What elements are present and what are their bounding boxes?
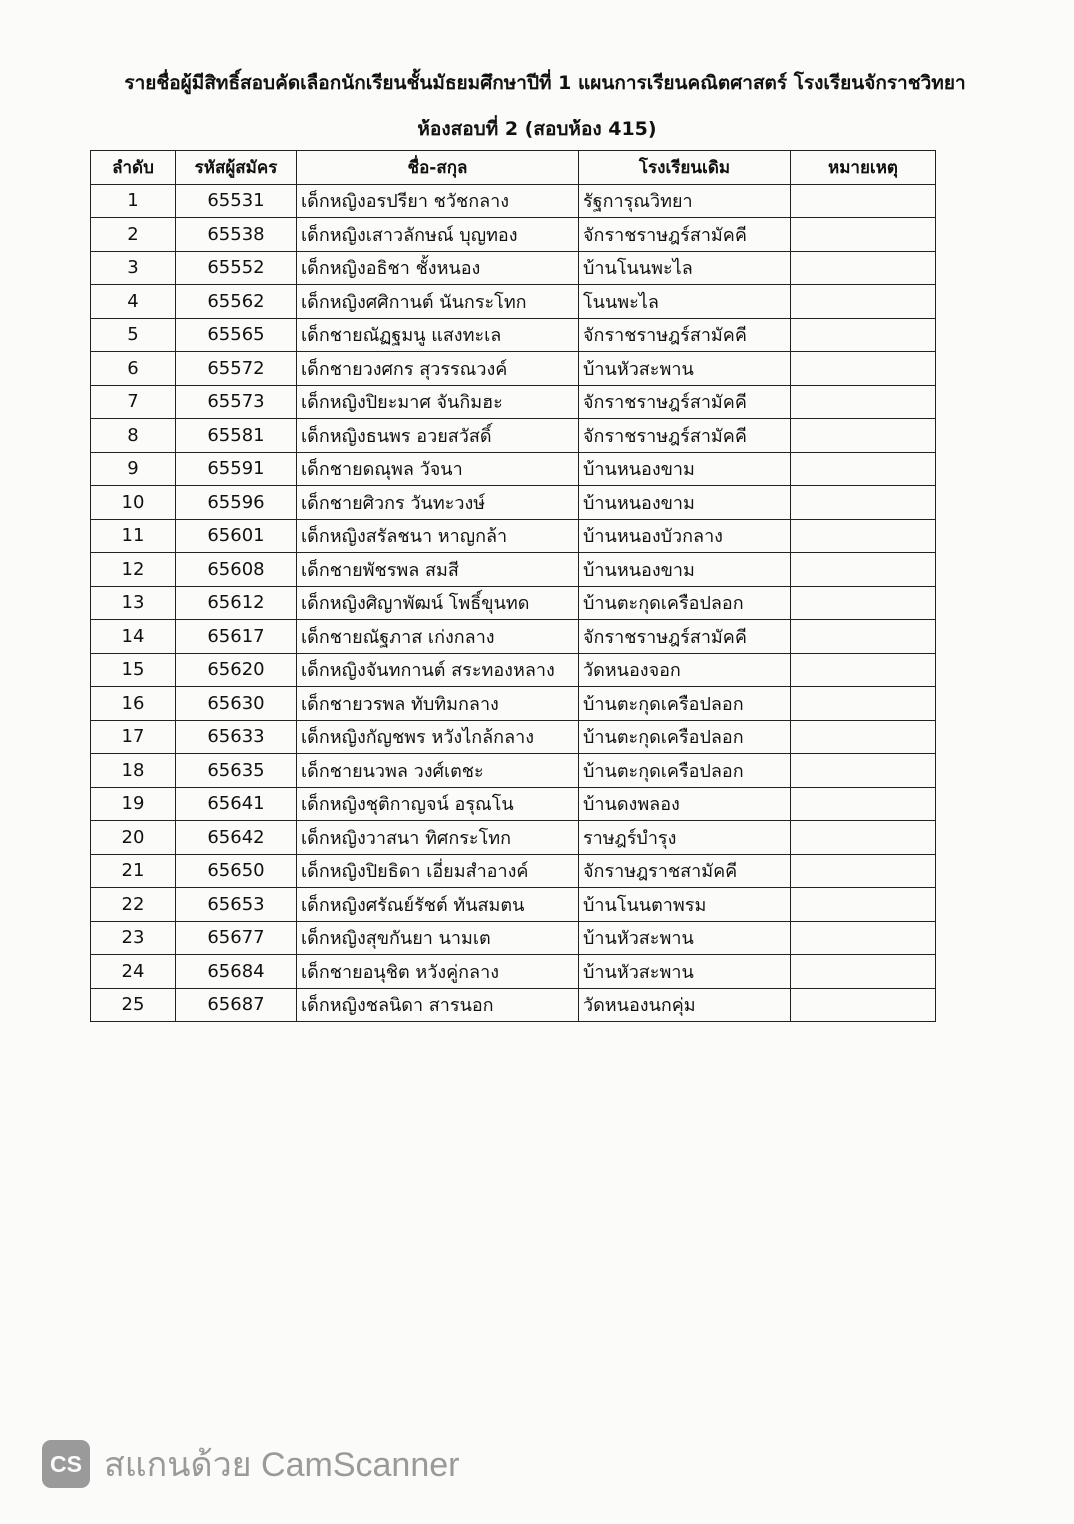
remark (791, 586, 936, 620)
student-name: เด็กหญิงธนพร อวยสวัสดิ์ (297, 419, 579, 453)
previous-school: บ้านหนองบัวกลาง (579, 519, 791, 553)
table-row (91, 352, 936, 386)
student-name: เด็กชายณัฐภาส เก่งกลาง (297, 620, 579, 654)
row-number: 15 (91, 653, 176, 687)
applicant-code: 65642 (176, 821, 297, 855)
table-row (91, 955, 936, 989)
document-subtitle: ห้องสอบที่ 2 (สอบห้อง 415) (417, 118, 657, 140)
table-row (91, 687, 936, 721)
student-name: เด็กชายณัฏฐมนู แสงทะเล (297, 318, 579, 352)
row-number: 6 (91, 352, 176, 386)
applicant-code: 65596 (176, 486, 297, 520)
table-row (91, 720, 936, 754)
remark (791, 318, 936, 352)
row-number: 16 (91, 687, 176, 721)
previous-school: บ้านหัวสะพาน (579, 352, 791, 386)
row-number: 17 (91, 720, 176, 754)
table-body (91, 184, 936, 1022)
previous-school: บ้านหัวสะพาน (579, 921, 791, 955)
row-number: 18 (91, 754, 176, 788)
applicant-code: 65565 (176, 318, 297, 352)
applicant-code: 65552 (176, 251, 297, 285)
applicant-code: 65684 (176, 955, 297, 989)
table-row (91, 787, 936, 821)
table-row (91, 419, 936, 453)
student-name: เด็กหญิงชลนิดา สารนอก (297, 988, 579, 1022)
applicant-code: 65617 (176, 620, 297, 654)
document-title: รายชื่อผู้มีสิทธิ์สอบคัดเลือกนักเรียนชั้นมัธยมศึกษาปีที่ 1 แผนการเรียนคณิตศาสตร์ โรงเรียนจักราชวิทยา (124, 72, 966, 94)
previous-school: บ้านหัวสะพาน (579, 955, 791, 989)
student-name: เด็กหญิงชุติกาญจน์ อรุณโน (297, 787, 579, 821)
table-row (91, 318, 936, 352)
row-number: 10 (91, 486, 176, 520)
applicant-code: 65650 (176, 854, 297, 888)
applicant-code: 65591 (176, 452, 297, 486)
row-number: 20 (91, 821, 176, 855)
remark (791, 452, 936, 486)
previous-school: โนนพะไล (579, 285, 791, 319)
applicant-code: 65538 (176, 218, 297, 252)
table-row (91, 888, 936, 922)
row-number: 24 (91, 955, 176, 989)
applicant-code: 65633 (176, 720, 297, 754)
applicant-code: 65572 (176, 352, 297, 386)
student-name: เด็กชายศิวกร วันทะวงษ์ (297, 486, 579, 520)
previous-school: บ้านหนองขาม (579, 553, 791, 587)
table-row (91, 988, 936, 1022)
remark (791, 720, 936, 754)
remark (791, 620, 936, 654)
student-name: เด็กหญิงศิญาพัฒน์ โพธิ์ขุนทด (297, 586, 579, 620)
remark (791, 419, 936, 453)
applicant-code: 65653 (176, 888, 297, 922)
previous-school: จักราษฎราชสามัคคี (579, 854, 791, 888)
previous-school: บ้านตะกุดเครือปลอก (579, 720, 791, 754)
previous-school: วัดหนองจอก (579, 653, 791, 687)
previous-school: วัดหนองนกคุ่ม (579, 988, 791, 1022)
table-row (91, 519, 936, 553)
student-name: เด็กหญิงสุขกันยา นามเต (297, 921, 579, 955)
applicant-code: 65620 (176, 653, 297, 687)
remark (791, 385, 936, 419)
previous-school: บ้านโนนตาพรม (579, 888, 791, 922)
previous-school: จักราชราษฎร์สามัคคี (579, 419, 791, 453)
row-number: 1 (91, 184, 176, 218)
row-number: 3 (91, 251, 176, 285)
header-name: ชื่อ-สกุล (297, 151, 579, 185)
row-number: 9 (91, 452, 176, 486)
student-name: เด็กชายวรพล ทับทิมกลาง (297, 687, 579, 721)
previous-school: บ้านโนนพะไล (579, 251, 791, 285)
student-name: เด็กหญิงจันทกานต์ สระทองหลาง (297, 653, 579, 687)
applicant-code: 65641 (176, 787, 297, 821)
applicant-code: 65687 (176, 988, 297, 1022)
student-name: เด็กหญิงสรัลชนา หาญกล้า (297, 519, 579, 553)
remark (791, 218, 936, 252)
table-row (91, 921, 936, 955)
previous-school: บ้านตะกุดเครือปลอก (579, 754, 791, 788)
remark (791, 553, 936, 587)
table-row (91, 285, 936, 319)
applicant-code: 65562 (176, 285, 297, 319)
table-row (91, 184, 936, 218)
row-number: 25 (91, 988, 176, 1022)
applicant-code: 65608 (176, 553, 297, 587)
remark (791, 854, 936, 888)
remark (791, 486, 936, 520)
row-number: 2 (91, 218, 176, 252)
row-number: 21 (91, 854, 176, 888)
header-no: ลำดับ (91, 151, 176, 185)
table-row (91, 653, 936, 687)
remark (791, 888, 936, 922)
camscanner-text: สแกนด้วย CamScanner (104, 1446, 460, 1484)
previous-school: บ้านตะกุดเครือปลอก (579, 586, 791, 620)
candidate-table (90, 150, 936, 1022)
row-number: 4 (91, 285, 176, 319)
applicant-code: 65630 (176, 687, 297, 721)
previous-school: บ้านดงพลอง (579, 787, 791, 821)
applicant-code: 65531 (176, 184, 297, 218)
row-number: 13 (91, 586, 176, 620)
table-row (91, 620, 936, 654)
header-code: รหัสผู้สมัคร (176, 151, 297, 185)
previous-school: บ้านตะกุดเครือปลอก (579, 687, 791, 721)
student-name: เด็กชายวงศกร สุวรรณวงค์ (297, 352, 579, 386)
applicant-code: 65573 (176, 385, 297, 419)
row-number: 11 (91, 519, 176, 553)
student-name: เด็กหญิงปิยธิดา เอี่ยมสำอางค์ (297, 854, 579, 888)
remark (791, 988, 936, 1022)
table-row (91, 854, 936, 888)
table-row (91, 251, 936, 285)
remark (791, 653, 936, 687)
applicant-code: 65635 (176, 754, 297, 788)
student-name: เด็กหญิงปิยะมาศ จันกิมฮะ (297, 385, 579, 419)
table-header-row (91, 151, 936, 185)
remark (791, 251, 936, 285)
remark (791, 687, 936, 721)
row-number: 23 (91, 921, 176, 955)
applicant-code: 65581 (176, 419, 297, 453)
camscanner-watermark (42, 1438, 459, 1490)
student-name: เด็กหญิงอธิชา ชั้งหนอง (297, 251, 579, 285)
previous-school: รัฐการุณวิทยา (579, 184, 791, 218)
table-row (91, 754, 936, 788)
student-name: เด็กหญิงกัญชพร หวังไกล้กลาง (297, 720, 579, 754)
row-number: 14 (91, 620, 176, 654)
row-number: 7 (91, 385, 176, 419)
previous-school: จักราชราษฎร์สามัคคี (579, 385, 791, 419)
previous-school: บ้านหนองขาม (579, 486, 791, 520)
row-number: 5 (91, 318, 176, 352)
previous-school: จักราชราษฎร์สามัคคี (579, 620, 791, 654)
table-row (91, 218, 936, 252)
header-school: โรงเรียนเดิม (579, 151, 791, 185)
remark (791, 754, 936, 788)
student-name: เด็กชายพัชรพล สมสี (297, 553, 579, 587)
table-row (91, 821, 936, 855)
previous-school: บ้านหนองขาม (579, 452, 791, 486)
student-name: เด็กหญิงวาสนา ทิศกระโทก (297, 821, 579, 855)
student-name: เด็กหญิงอรปรียา ชวัชกลาง (297, 184, 579, 218)
student-name: เด็กหญิงเสาวลักษณ์ บุญทอง (297, 218, 579, 252)
remark (791, 955, 936, 989)
student-name: เด็กชายดณุพล วัจนา (297, 452, 579, 486)
previous-school: จักราชราษฎร์สามัคคี (579, 218, 791, 252)
table-row (91, 586, 936, 620)
row-number: 19 (91, 787, 176, 821)
row-number: 12 (91, 553, 176, 587)
remark (791, 352, 936, 386)
student-name: เด็กหญิงศศิกานต์ นันกระโทก (297, 285, 579, 319)
student-name: เด็กชายอนุชิต หวังคู่กลาง (297, 955, 579, 989)
remark (791, 821, 936, 855)
remark (791, 519, 936, 553)
table-row (91, 452, 936, 486)
row-number: 22 (91, 888, 176, 922)
previous-school: จักราชราษฎร์สามัคคี (579, 318, 791, 352)
table-row (91, 385, 936, 419)
table-row (91, 553, 936, 587)
table-row (91, 486, 936, 520)
previous-school: ราษฎร์บำรุง (579, 821, 791, 855)
header-note: หมายเหตุ (791, 151, 936, 185)
applicant-code: 65601 (176, 519, 297, 553)
remark (791, 787, 936, 821)
student-name: เด็กชายนวพล วงศ์เตชะ (297, 754, 579, 788)
remark (791, 285, 936, 319)
applicant-code: 65612 (176, 586, 297, 620)
camscanner-logo-icon: CS (42, 1440, 90, 1488)
remark (791, 921, 936, 955)
student-name: เด็กหญิงศรัณย์รัชต์ ทันสมตน (297, 888, 579, 922)
remark (791, 184, 936, 218)
applicant-code: 65677 (176, 921, 297, 955)
row-number: 8 (91, 419, 176, 453)
